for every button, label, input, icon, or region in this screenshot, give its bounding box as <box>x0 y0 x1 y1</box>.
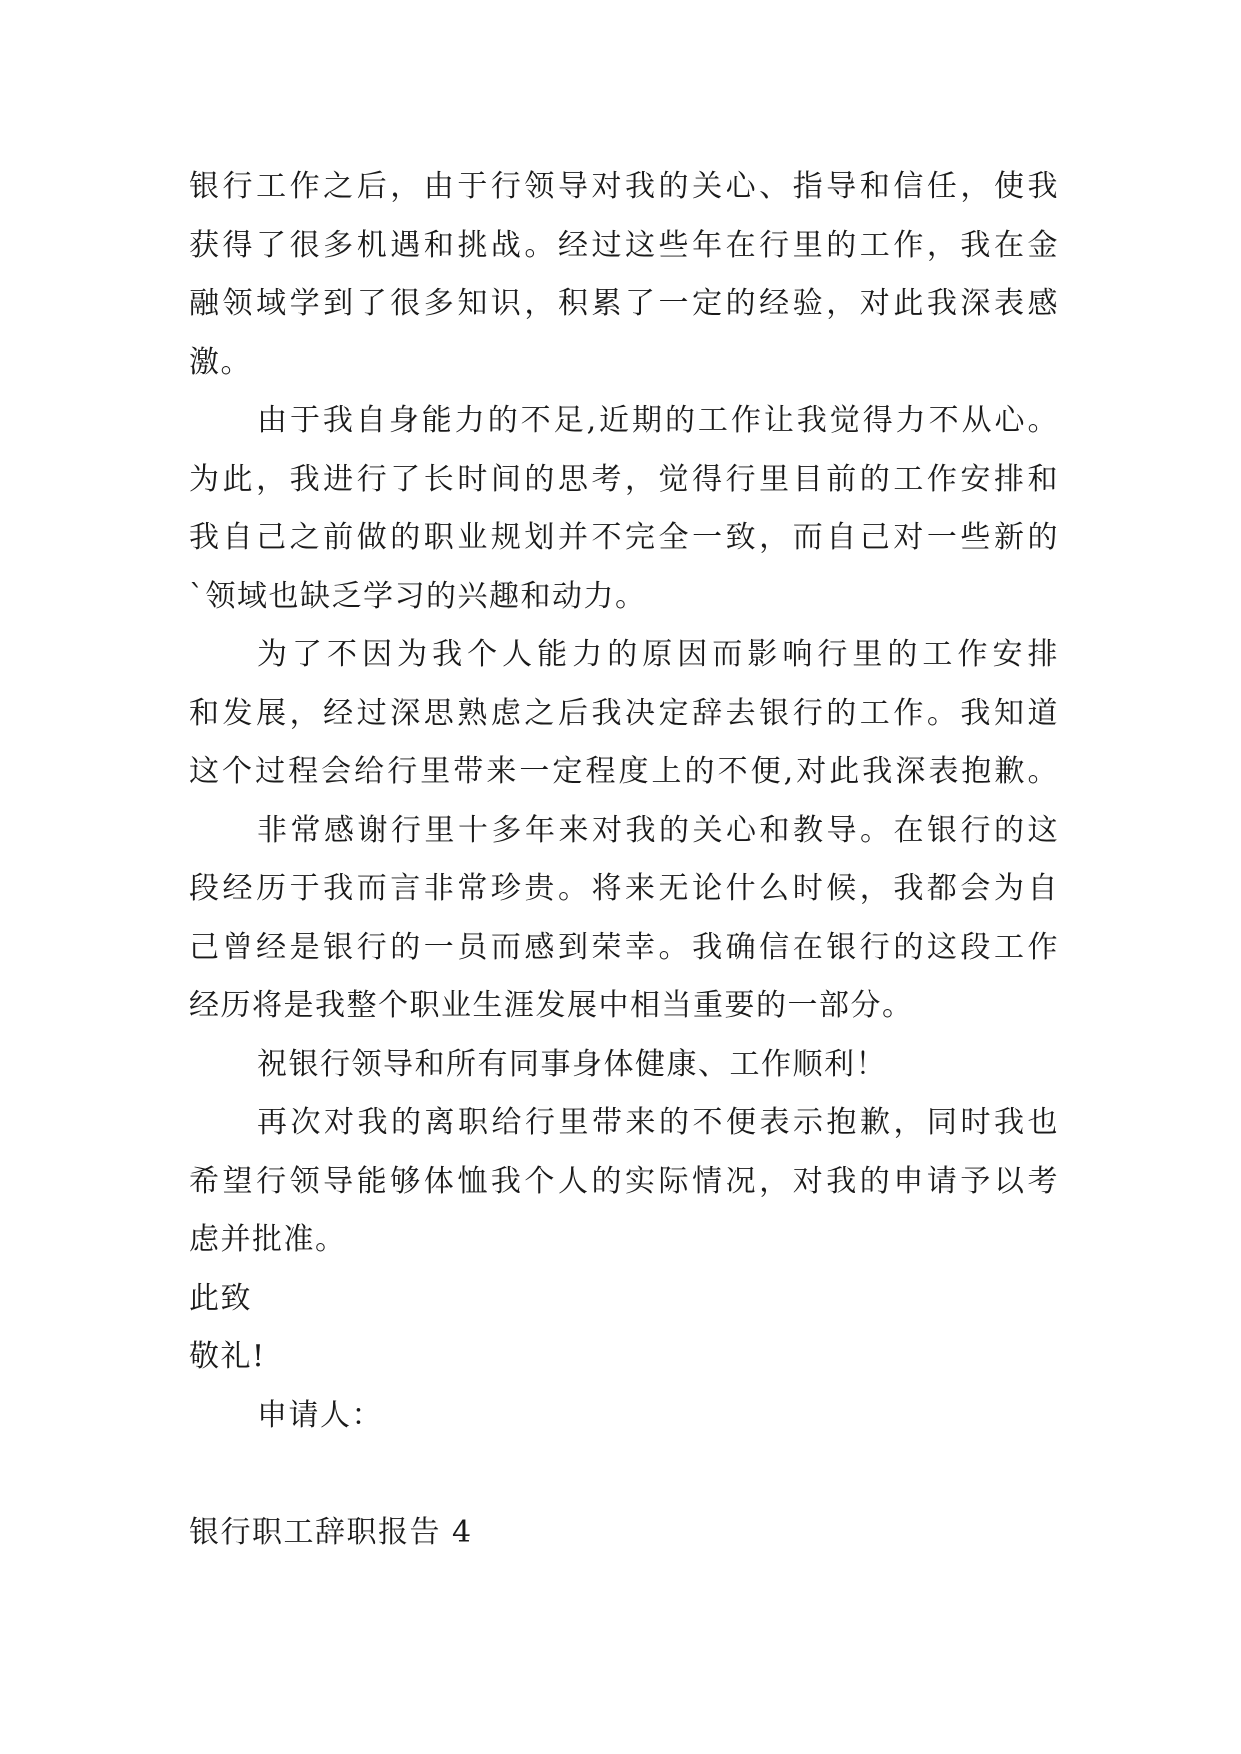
paragraph <box>189 158 1059 392</box>
closing-salutation: 此致 <box>189 1280 252 1316</box>
closing-regards: 敬礼! <box>189 1339 266 1374</box>
text-line: 再次对我的离职给行里带来的不便表示抱歉，同时我也 <box>257 1105 1059 1140</box>
section-heading: 银行职工辞职报告 4 <box>189 1514 473 1550</box>
text-line: 我自己之前做的职业规划并不完全一致，而自己对一些新的 <box>189 520 1059 555</box>
text-line: 这个过程会给行里带来一定程度上的不便,对此我深表抱歉。 <box>189 754 1059 789</box>
paragraph <box>189 1094 1059 1270</box>
text-line: 融领域学到了很多知识，积累了一定的经验，对此我深表感 <box>189 286 1059 321</box>
text-line: 祝银行领导和所有同事身体健康、工作顺利！ <box>257 1046 887 1082</box>
text-line: 希望行领导能够体恤我个人的实际情况，对我的申请予以考 <box>189 1163 1059 1199</box>
text-line: 非常感谢行里十多年来对我的关心和教导。在银行的这 <box>257 812 1059 848</box>
text-line: 和发展，经过深思熟虑之后我决定辞去银行的工作。我知道 <box>189 695 1059 731</box>
paragraph <box>189 1036 1059 1095</box>
text-line: 段经历于我而言非常珍贵。将来无论什么时候，我都会为自 <box>189 871 1059 906</box>
text-line: 为此，我进行了长时间的思考，觉得行里目前的工作安排和 <box>189 461 1059 497</box>
document-body <box>189 158 1059 1562</box>
paragraph <box>189 626 1059 802</box>
text-line: 由于我自身能力的不足,近期的工作让我觉得力不从心。 <box>257 403 1059 438</box>
text-line: 己曾经是银行的一员而感到荣幸。我确信在银行的这段工作 <box>189 929 1059 965</box>
text-line: 激。 <box>189 344 252 380</box>
text-line: 经历将是我整个职业生涯发展中相当重要的一部分。 <box>189 988 914 1023</box>
paragraph <box>189 392 1059 626</box>
text-line: 银行工作之后，由于行领导对我的关心、指导和信任，使我 <box>189 169 1059 204</box>
paragraph <box>189 802 1059 1036</box>
text-line: 获得了很多机遇和挑战。经过这些年在行里的工作，我在金 <box>189 227 1059 263</box>
blank-line <box>189 1445 1059 1504</box>
text-line: 为了不因为我个人能力的原因而影响行里的工作安排 <box>257 637 1059 672</box>
applicant-label: 申请人： <box>257 1397 383 1433</box>
text-line: `领域也缺乏学习的兴趣和动力。 <box>189 578 647 614</box>
text-line: 虑并批准。 <box>189 1222 347 1257</box>
